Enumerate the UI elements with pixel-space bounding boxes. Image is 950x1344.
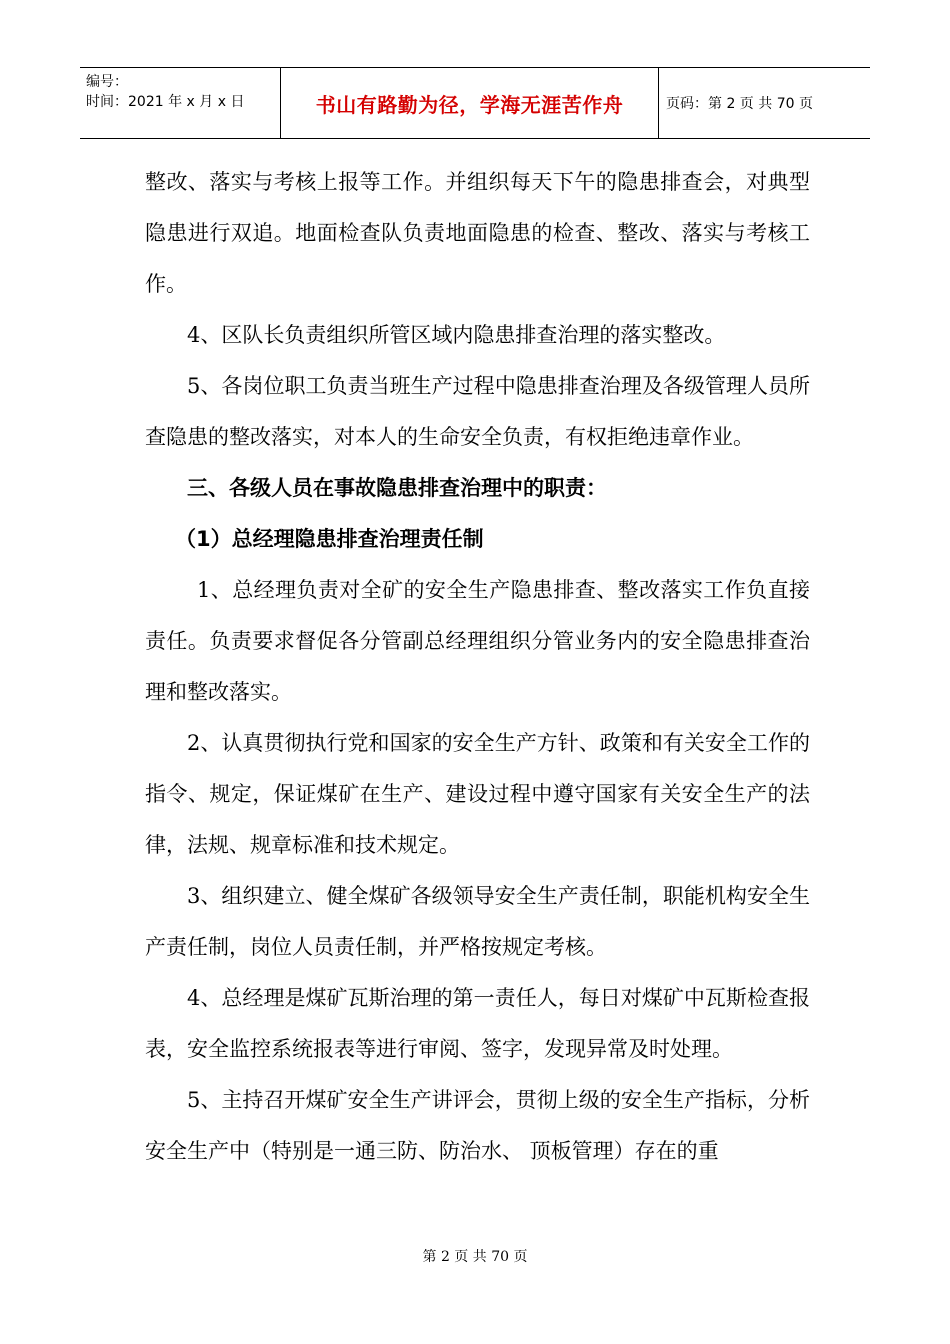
- motto-text: 书山有路勤为径，学海无涯苦作舟: [315, 92, 624, 117]
- paragraph-2: 4、区队长负责组织所管区域内隐患排查治理的落实整改。: [187, 323, 726, 347]
- paragraph-5: 2、认真贯彻执行党和国家的安全生产方针、政策和有关安全工作的指令、规定，保证煤矿在生产、建设过程中遵守国家有关安全生产的法律，法规、规章标准和技术规定。: [145, 731, 810, 857]
- time-label: 时间：2021 年 x 月 x 日: [86, 94, 245, 110]
- page-footer: 第 2 页 共 70 页: [422, 1249, 528, 1265]
- header-page-cell: [658, 68, 870, 138]
- document-header: [80, 67, 870, 139]
- page-code: 页码：第 2 页 共 70 页: [666, 96, 813, 112]
- header-motto-cell: [280, 68, 659, 138]
- paragraph-1: 整改、落实与考核上报等工作。并组织每天下午的隐患排查会，对典型隐患进行双追。地面检查队负责地面隐患的检查、整改、落实与考核工作。: [145, 170, 810, 296]
- paragraph-4: 1、总经理负责对全矿的安全生产隐患排查、整改落实工作负直接责任。负责要求督促各分管副总经理组织分管业务内的安全隐患排查治理和整改落实。: [145, 578, 810, 704]
- number-label: 编号：: [86, 74, 128, 90]
- paragraph-7: 4、总经理是煤矿瓦斯治理的第一责任人，每日对煤矿中瓦斯检查报表，安全监控系统报表等进行审阅、签字，发现异常及时处理。: [145, 986, 810, 1061]
- subsection-heading: （1）总经理隐患排查治理责任制: [175, 527, 484, 551]
- paragraph-3: 5、各岗位职工负责当班生产过程中隐患排查治理及各级管理人员所查隐患的整改落实，对本人的生命安全负责，有权拒绝违章作业。: [145, 374, 810, 449]
- section-heading: 三、各级人员在事故隐患排查治理中的职责：: [187, 476, 607, 500]
- header-meta: [80, 68, 280, 138]
- paragraph-6: 3、组织建立、健全煤矿各级领导安全生产责任制，职能机构安全生产责任制，岗位人员责任制，并严格按规定考核。: [145, 884, 810, 959]
- paragraph-8: 5、主持召开煤矿安全生产讲评会，贯彻上级的安全生产指标，分析安全生产中（特别是一通三防、防治水、 顶板管理）存在的重: [145, 1088, 810, 1163]
- document-body: [145, 157, 810, 1177]
